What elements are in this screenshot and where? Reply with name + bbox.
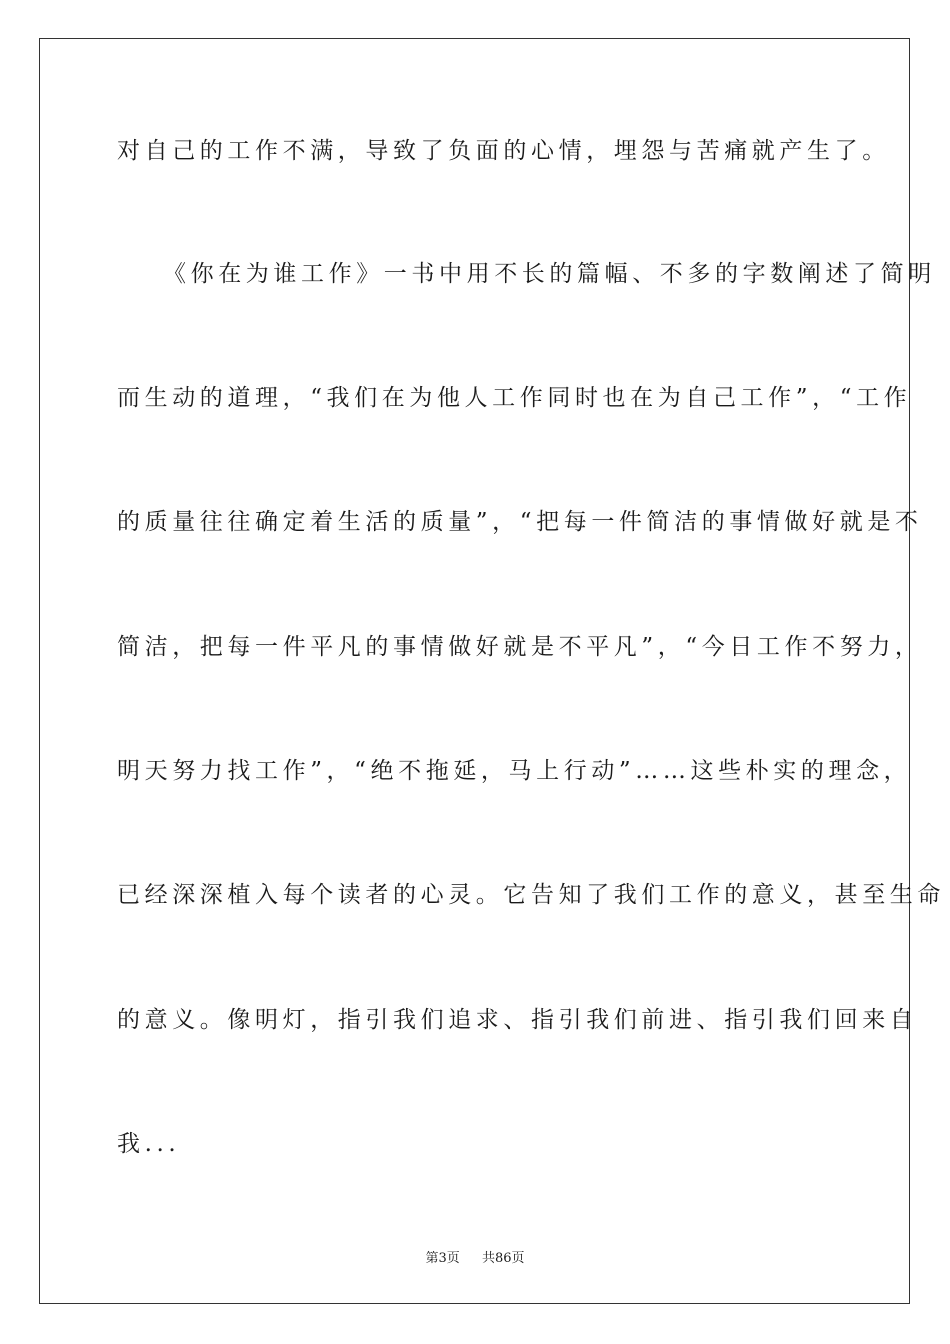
text-line: 已经深深植入每个读者的心灵。它告知了我们工作的意义，甚至生命 bbox=[117, 882, 945, 908]
page-footer bbox=[0, 1247, 950, 1266]
text-line: 的意义。像明灯，指引我们追求、指引我们前进、指引我们回来自 bbox=[117, 1007, 918, 1033]
text-line: 简洁，把每一件平凡的事情做好就是不平凡”，“今日工作不努力， bbox=[117, 634, 923, 660]
text-line: 而生动的道理，“我们在为他人工作同时也在为自己工作”，“工作 bbox=[117, 385, 912, 411]
text-line: 对自己的工作不满，导致了负面的心情，埋怨与苦痛就产生了。 bbox=[117, 138, 890, 164]
page-total: 共86页 bbox=[482, 1251, 525, 1266]
page-number: 第3页 bbox=[425, 1251, 460, 1266]
text-line: 《你在为谁工作》一书中用不长的篇幅、不多的字数阐述了简明 bbox=[163, 261, 936, 287]
page-frame bbox=[39, 38, 945, 1304]
text-line: 的质量往往确定着生活的质量”，“把每一件简洁的事情做好就是不 bbox=[117, 509, 923, 535]
text-line: 我... bbox=[117, 1131, 181, 1157]
text-line: 明天努力找工作”，“绝不拖延，马上行动”……这些朴实的理念， bbox=[117, 758, 912, 784]
